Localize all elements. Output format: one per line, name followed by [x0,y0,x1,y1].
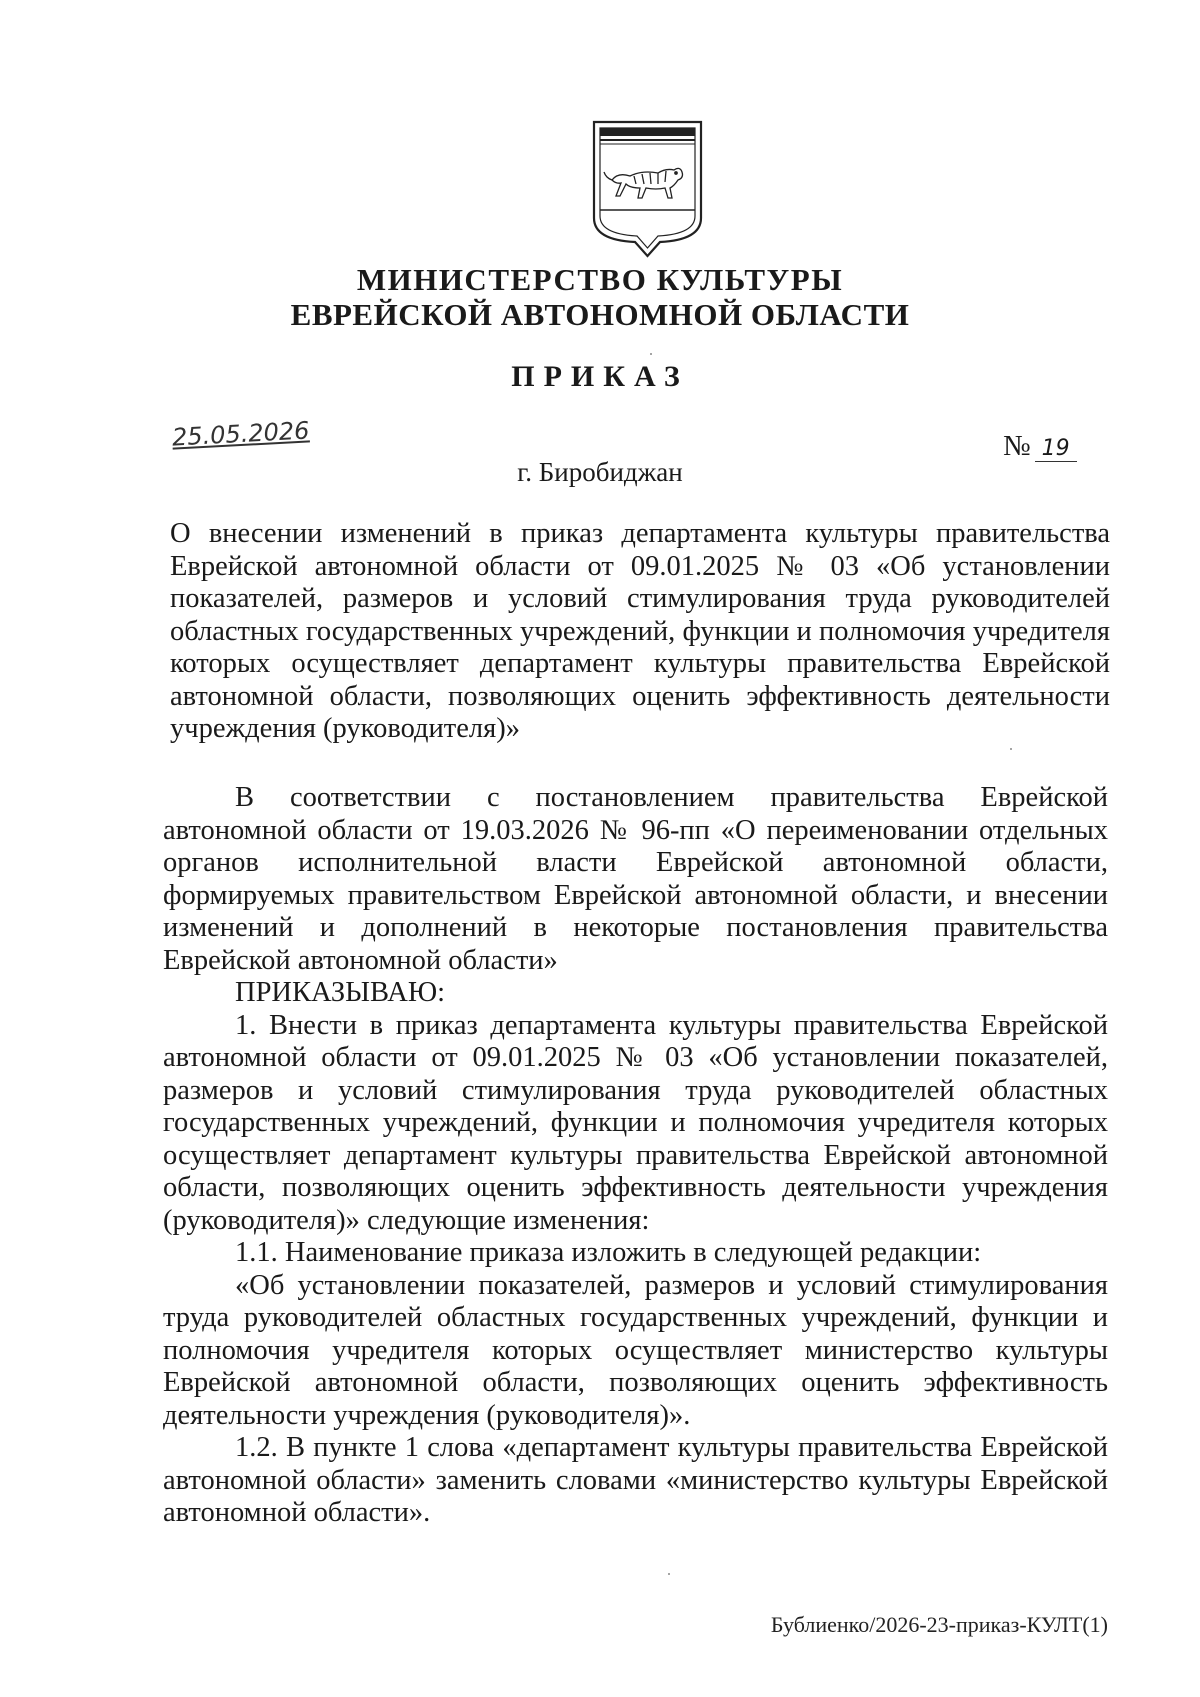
item-1-2: 1.2. В пункте 1 слова «департамент культуры правительства Еврейской автономной области» заменить словами «министерство культуры Еврейской автономной области». [163,1432,1108,1528]
handwritten-date: 25.05.2026 [171,416,311,452]
preamble-paragraph: В соответствии с постановлением правительства Еврейской автономной области от 19.03.2026 № 96-пп «О переименовании отдельных органов исполнительной власти Еврейской автономной области, формируемых правительством Еврейской автономной области, и внесении изменений и дополнений в некоторые постановления правительства Еврейской автономной области» [163,782,1108,976]
document-title [170,518,1110,746]
number-sign: № [1003,430,1031,462]
item-1-1: 1.1. Наименование приказа изложить в следующей редакции: [235,1237,982,1268]
document-body [163,782,1108,1530]
title-text: О внесении изменений в приказ департамента культуры правительства Еврейской автономной области от 09.01.2025 № 03 «Об установлении показателей, размеров и условий стимулирования труда руководителей областных государственных учреждений, функции и полномочия учредителя которых осуществляет департамент культуры правительства Еврейской автономной области, позволяющих оценить эффективность деятельности учреждения (руководителя)» [170,518,1110,744]
footer-reference: Бублиенко/2026-23-приказ-КУЛТ(1) [770,1612,1108,1637]
document-type: ПРИКАЗ [511,360,689,393]
item-1: 1. Внести в приказ департамента культуры правительства Еврейской автономной области от 09.01.2025 № 03 «Об установлении показателей, размеров и условий стимулирования труда руководителей областных государственных учреждений, функции и полномочия учредителя которых осуществляет департамент культуры правительства Еврейской автономной области, позволяющих оценить эффективность деятельности учреждения (руководителя)» следующие изменения: [163,1009,1108,1236]
city-line: г. Биробиджан [517,457,683,487]
handwritten-number: 19 [1035,436,1077,462]
organization-name-line1: МИНИСТЕРСТВО КУЛЬТУРЫ [356,262,844,297]
item-1-1-quote: «Об установлении показателей, размеров и условий стимулирования труда руководителей областных государственных учреждений, функции и полномочия учредителя которых осуществляет министерство культуры Еврейской автономной области, позволяющих оценить эффективность деятельности учреждения (руководителя)». [163,1269,1108,1431]
order-word: ПРИКАЗЫВАЮ: [235,977,446,1008]
coat-of-arms-tiger-icon [590,118,705,258]
scan-speck [1010,748,1012,750]
organization-name-line2: ЕВРЕЙСКОЙ АВТОНОМНОЙ ОБЛАСТИ [290,297,910,332]
scan-speck [650,353,652,355]
scan-speck [668,1573,670,1575]
